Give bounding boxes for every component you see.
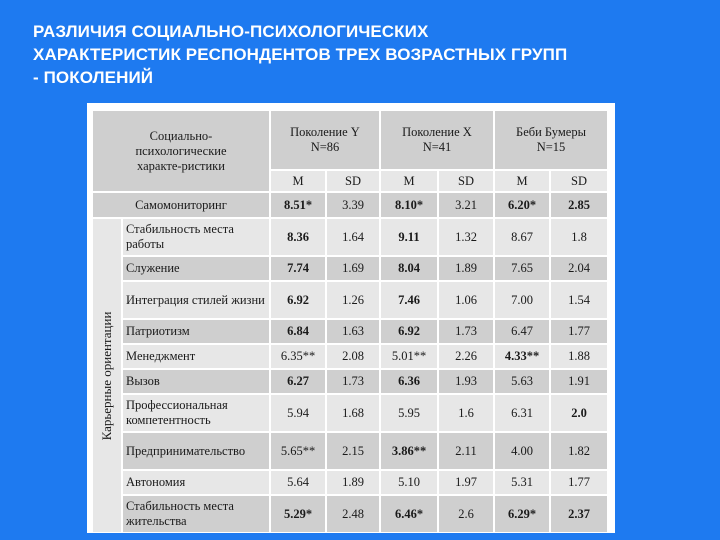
table-image (87, 103, 615, 533)
group-name: Поколение X (402, 125, 472, 139)
row-label: Вызов (122, 369, 270, 394)
group-header (494, 110, 608, 170)
cell: 5.63 (494, 369, 550, 394)
table-row (92, 369, 608, 394)
group-n: N=86 (310, 140, 340, 154)
cell: 8.51* (270, 192, 326, 218)
row-label: Предпринимательство (122, 432, 270, 470)
row-label: Профессиональная компетентность (122, 394, 270, 432)
cell: 1.63 (326, 319, 380, 344)
stat-header-sd: SD (326, 170, 380, 192)
stat-header-sd: SD (438, 170, 494, 192)
table-row (92, 344, 608, 369)
slide-title (33, 20, 693, 89)
cell: 6.46* (380, 495, 438, 533)
group-name: Беби Бумеры (516, 125, 586, 139)
cell: 2.11 (438, 432, 494, 470)
stat-header-sd: SD (550, 170, 608, 192)
cell: 1.93 (438, 369, 494, 394)
stat-header-m: M (380, 170, 438, 192)
cell: 1.64 (326, 218, 380, 256)
cell: 6.36 (380, 369, 438, 394)
stats-table (91, 109, 609, 533)
cell: 5.95 (380, 394, 438, 432)
cell: 1.69 (326, 256, 380, 281)
vertical-group-label (92, 218, 122, 533)
cell: 1.26 (326, 281, 380, 319)
group-n: N=15 (536, 140, 566, 154)
group-n: N=41 (422, 140, 452, 154)
cell: 5.31 (494, 470, 550, 495)
cell: 6.92 (380, 319, 438, 344)
cell: 5.29* (270, 495, 326, 533)
cell: 2.85 (550, 192, 608, 218)
cell: 1.77 (550, 319, 608, 344)
cell: 2.26 (438, 344, 494, 369)
cell: 1.73 (326, 369, 380, 394)
cell: 6.47 (494, 319, 550, 344)
cell: 6.84 (270, 319, 326, 344)
group-name: Поколение Y (290, 125, 360, 139)
cell: 5.01** (380, 344, 438, 369)
cell: 3.86** (380, 432, 438, 470)
row-label: Автономия (122, 470, 270, 495)
cell: 1.54 (550, 281, 608, 319)
cell: 8.67 (494, 218, 550, 256)
cell: 1.97 (438, 470, 494, 495)
cell: 6.27 (270, 369, 326, 394)
cell: 5.64 (270, 470, 326, 495)
cell: 5.10 (380, 470, 438, 495)
cell: 1.68 (326, 394, 380, 432)
cell: 4.00 (494, 432, 550, 470)
cell: 2.48 (326, 495, 380, 533)
cell: 7.74 (270, 256, 326, 281)
group-header (270, 110, 380, 170)
vertical-label-text: Карьерные ориентации (99, 311, 114, 440)
cell: 1.6 (438, 394, 494, 432)
cell: 7.00 (494, 281, 550, 319)
cell: 1.73 (438, 319, 494, 344)
cell: 6.31 (494, 394, 550, 432)
cell: 5.94 (270, 394, 326, 432)
row-label: Интеграция стилей жизни (122, 281, 270, 319)
cell: 2.04 (550, 256, 608, 281)
cell: 1.88 (550, 344, 608, 369)
cell: 8.10* (380, 192, 438, 218)
table-row (92, 256, 608, 281)
cell: 4.33** (494, 344, 550, 369)
row-label: Самомониторинг (92, 192, 270, 218)
cell: 1.8 (550, 218, 608, 256)
row-label: Служение (122, 256, 270, 281)
group-header (380, 110, 494, 170)
cell: 1.89 (438, 256, 494, 281)
table-row (92, 495, 608, 533)
cell: 5.65** (270, 432, 326, 470)
row-label: Патриотизм (122, 319, 270, 344)
cell: 2.37 (550, 495, 608, 533)
cell: 1.89 (326, 470, 380, 495)
cell: 8.04 (380, 256, 438, 281)
cell: 6.29* (494, 495, 550, 533)
cell: 3.21 (438, 192, 494, 218)
cell: 7.65 (494, 256, 550, 281)
cell: 1.91 (550, 369, 608, 394)
row-label: Стабильность места работы (122, 218, 270, 256)
cell: 2.15 (326, 432, 380, 470)
cell: 1.82 (550, 432, 608, 470)
table-row (92, 319, 608, 344)
table-row (92, 192, 608, 218)
title-line-2: ХАРАКТЕРИСТИК РЕСПОНДЕНТОВ ТРЕХ ВОЗРАСТНЫХ ГРУПП (33, 45, 568, 64)
table-row (92, 218, 608, 256)
cell: 3.39 (326, 192, 380, 218)
table-row (92, 470, 608, 495)
stat-header-m: M (494, 170, 550, 192)
cell: 7.46 (380, 281, 438, 319)
table-row (92, 394, 608, 432)
cell: 2.6 (438, 495, 494, 533)
table-row (92, 432, 608, 470)
row-label: Стабильность места жительства (122, 495, 270, 533)
cell: 1.32 (438, 218, 494, 256)
stat-header-m: M (270, 170, 326, 192)
corner-header: Социально-психологические характе-ристики (92, 110, 270, 192)
cell: 6.92 (270, 281, 326, 319)
cell: 2.08 (326, 344, 380, 369)
cell: 6.20* (494, 192, 550, 218)
cell: 8.36 (270, 218, 326, 256)
cell: 6.35** (270, 344, 326, 369)
table-row (92, 281, 608, 319)
cell: 2.0 (550, 394, 608, 432)
title-line-1: РАЗЛИЧИЯ СОЦИАЛЬНО-ПСИХОЛОГИЧЕСКИХ (33, 22, 429, 41)
row-label: Менеджмент (122, 344, 270, 369)
cell: 1.77 (550, 470, 608, 495)
cell: 1.06 (438, 281, 494, 319)
title-line-3: - ПОКОЛЕНИЙ (33, 68, 154, 87)
cell: 9.11 (380, 218, 438, 256)
